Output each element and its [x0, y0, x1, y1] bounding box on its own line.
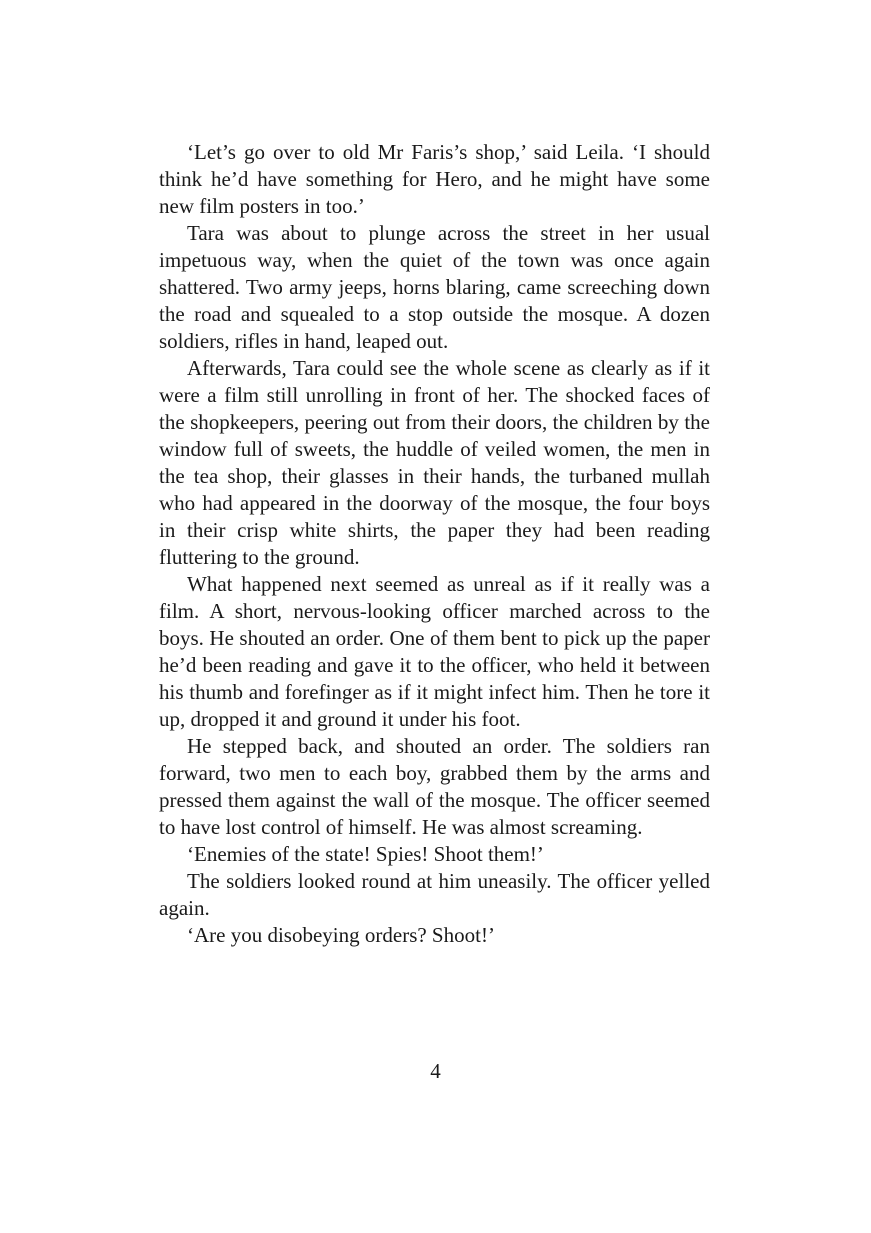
body-text — [159, 139, 710, 949]
paragraph-3: Afterwards, Tara could see the whole scene as clearly as if it were a film still unrolling in front of her. The shocked faces of the shopkeepers, peering out from their doors, the children by the window full of sweets, the huddle of veiled women, the men in the tea shop, their glasses in their hands, the turbaned mullah who had appeared in the doorway of the mosque, the four boys in their crisp white shirts, the paper they had been reading fluttering to the ground. — [159, 356, 710, 569]
page-number: 4 — [430, 1059, 441, 1083]
paragraph-2: Tara was about to plunge across the street in her usual impetuous way, when the quiet of the town was once again shattered. Two army jeeps, horns blaring, came screeching down the road and squealed to a stop outside the mosque. A dozen soldiers, rifles in hand, leaped out. — [159, 221, 710, 353]
paragraph-4: What happened next seemed as unreal as if it really was a film. A short, nervous-looking officer marched across to the boys. He shouted an order. One of them bent to pick up the paper he’d been reading and gave it to the officer, who held it between his thumb and forefinger as if it might infect him. Then he tore it up, dropped it and ground it under his foot. — [159, 572, 710, 731]
paragraph-8: ‘Are you disobeying orders? Shoot!’ — [187, 923, 495, 947]
paragraph-5: He stepped back, and shouted an order. The soldiers ran forward, two men to each boy, grabbed them by the arms and pressed them against the wall of the mosque. The officer seemed to have lost control of himself. He was almost screaming. — [159, 734, 710, 839]
paragraph-7: The soldiers looked round at him uneasily. The officer yelled again. — [159, 869, 710, 920]
paragraph-1: ‘Let’s go over to old Mr Faris’s shop,’ said Leila. ‘I should think he’d have something for Hero, and he might have some new film posters in too.’ — [159, 140, 710, 218]
paragraph-6: ‘Enemies of the state! Spies! Shoot them!’ — [187, 842, 544, 866]
